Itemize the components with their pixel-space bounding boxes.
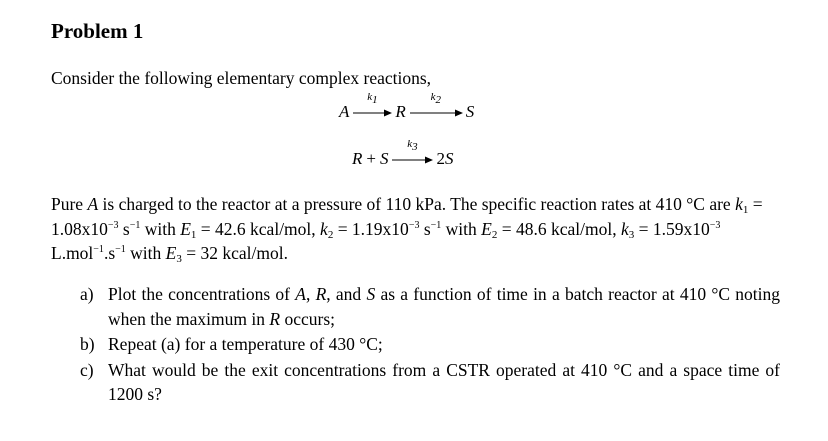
species-s: S — [379, 149, 389, 168]
arrow-k2 — [408, 91, 464, 122]
rate-label-k2: $k_2$ — [430, 91, 441, 106]
reaction-arrow-icon — [390, 155, 434, 165]
item-marker: c) — [80, 359, 94, 380]
arrow-k3 — [390, 138, 434, 169]
problem-title: Problem 1 — [51, 19, 144, 43]
list-item — [80, 282, 780, 331]
k1-symbol: k — [735, 194, 743, 214]
item-text: What would be the exit concentrations from a CSTR operated at 410 °C and a space time of 1200 s? — [108, 359, 780, 404]
rate-label-k1: $k_1$ — [367, 91, 378, 106]
problem-statement: Pure A is charged to the reactor at a pressure of 110 kPa. The specific reaction rates at 410 °C are $k_1 = 1.08x10^{-3}$ $s^{-1}$ with $E_1 = 42.6$ kcal/mol, $k_2 = 1.19x10^{-3}$ $s^{-1}$ with $E_2 = 48.6$ kcal/mol, $k_3 = 1.59x10^{-3}$ $L.mol^{-1}.s^{-1}$ with $E_3 = 32$ kcal/mol. — [51, 194, 763, 265]
reaction-arrow-icon — [408, 108, 464, 118]
product-coefficient: 2 — [436, 149, 445, 168]
list-item — [80, 332, 780, 357]
item-marker: b) — [80, 334, 95, 354]
item-text: Repeat (a) for a temperature of 430 °C; — [108, 334, 383, 354]
reaction-arrow-icon — [351, 108, 393, 118]
list-item — [80, 358, 780, 407]
species-r: R — [352, 149, 363, 168]
item-text: Plot the concentrations of A, R, and S as a function of time in a batch reactor at 410 °C noting when the maximum in R occurs; — [108, 284, 780, 329]
species-r: R — [395, 102, 406, 121]
e3-symbol: E — [165, 243, 177, 263]
species-a: A — [339, 102, 350, 121]
k3-symbol: k — [620, 218, 629, 239]
reaction-2 — [352, 138, 454, 169]
question-list — [80, 282, 780, 407]
e1-symbol: E — [180, 218, 191, 239]
species-a: A — [87, 194, 99, 214]
reaction-1 — [339, 91, 475, 122]
arrow-k1 — [351, 91, 393, 122]
rate-label-k3: $k_3$ — [407, 138, 418, 153]
species-s: S — [444, 149, 454, 168]
intro-text: Consider the following elementary complex reactions, — [51, 68, 432, 88]
item-marker: a) — [80, 284, 94, 304]
e2-symbol: E — [481, 218, 492, 239]
species-s: S — [465, 102, 475, 121]
plus-sign: + — [366, 149, 376, 168]
k2-symbol: k — [320, 218, 328, 239]
